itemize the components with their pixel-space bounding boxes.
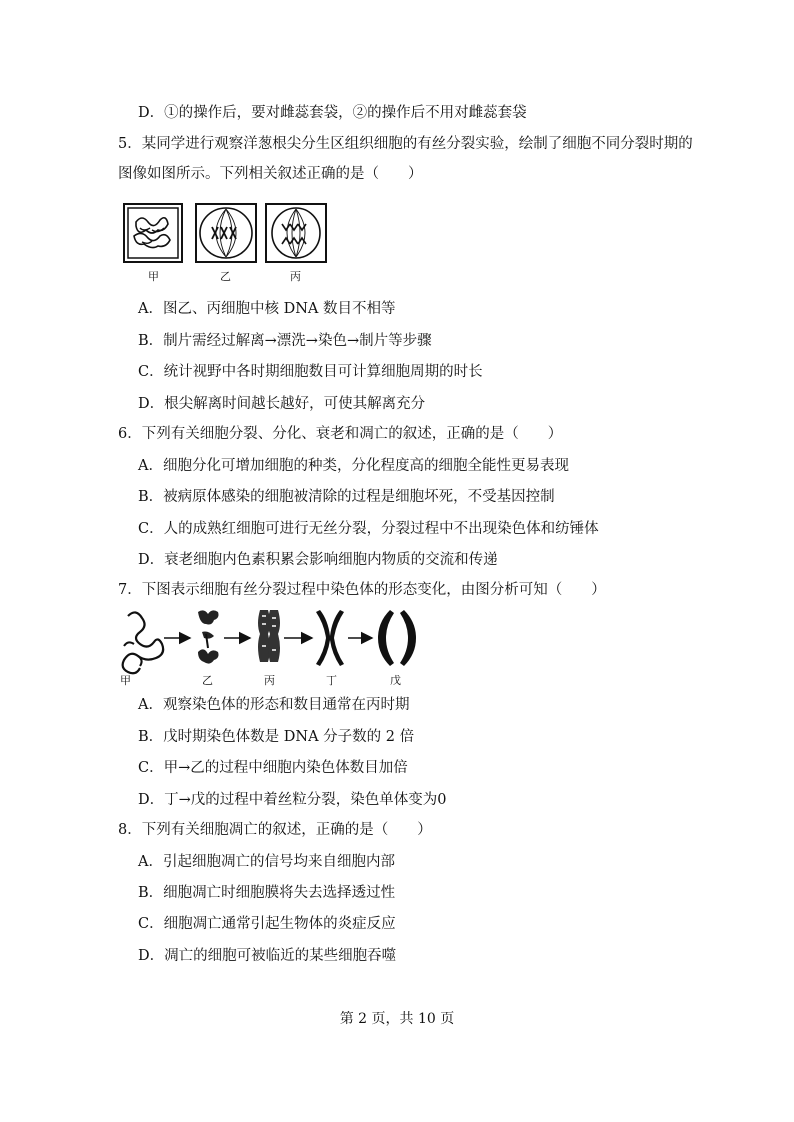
q8-option-a: A．引起细胞凋亡的信号均来自细胞内部 bbox=[138, 854, 395, 870]
q5-option-c: C．统计视野中各时期细胞数目可计算细胞周期的时长 bbox=[138, 364, 483, 380]
page-number-footer: 第 2 页，共 10 页 bbox=[339, 1011, 455, 1027]
q5-cell-figure bbox=[118, 200, 338, 290]
q4-option-d: D．①的操作后，要对雌蕊套袋，②的操作后不用对雌蕊套袋 bbox=[138, 105, 527, 121]
q7-option-c: C．甲→乙的过程中细胞内染色体数目加倍 bbox=[138, 760, 408, 776]
q5-option-a: A．图乙、丙细胞中核 DNA 数目不相等 bbox=[138, 301, 396, 317]
q6-option-d: D．衰老细胞内色素积累会影响细胞内物质的交流和传递 bbox=[138, 552, 498, 568]
chromosome-ding-image bbox=[316, 610, 344, 666]
q7-stem: 7．下图表示细胞有丝分裂过程中染色体的形态变化，由图分析可知（ ） bbox=[118, 582, 606, 598]
q5-option-b: B．制片需经过解离→漂洗→染色→制片等步骤 bbox=[138, 333, 432, 349]
q8-option-b: B．细胞凋亡时细胞膜将失去选择透过性 bbox=[138, 885, 396, 901]
q6-stem: 6．下列有关细胞分裂、分化、衰老和凋亡的叙述，正确的是（ ） bbox=[118, 426, 563, 442]
cell-yi-image bbox=[196, 204, 256, 262]
chromosome-label-jia: 甲 bbox=[120, 674, 131, 687]
q6-option-a: A．细胞分化可增加细胞的种类，分化程度高的细胞全能性更易表现 bbox=[138, 458, 569, 474]
q7-option-b: B．戊时期染色体数是 DNA 分子数的 2 倍 bbox=[138, 729, 415, 745]
q7-option-a: A．观察染色体的形态和数目通常在丙时期 bbox=[138, 697, 410, 713]
q7-chromosome-figure bbox=[118, 606, 438, 688]
q8-option-c: C．细胞凋亡通常引起生物体的炎症反应 bbox=[138, 916, 396, 932]
cell-bing-image bbox=[266, 204, 326, 262]
cell-label-yi: 乙 bbox=[220, 270, 231, 283]
chromosome-yi-image bbox=[198, 610, 219, 663]
q5-stem-line2: 图像如图所示。下列相关叙述正确的是（ ） bbox=[118, 166, 423, 182]
q6-option-c: C．人的成熟红细胞可进行无丝分裂，分裂过程中不出现染色体和纺锤体 bbox=[138, 521, 599, 537]
q5-option-d: D．根尖解离时间越长越好，可使其解离充分 bbox=[138, 396, 426, 412]
chromosome-wu-image bbox=[378, 610, 416, 666]
chromosome-label-wu: 戊 bbox=[390, 674, 401, 687]
chromosome-bing-image bbox=[258, 610, 280, 662]
q8-stem: 8．下列有关细胞凋亡的叙述，正确的是（ ） bbox=[118, 822, 432, 838]
cell-label-bing: 丙 bbox=[290, 270, 301, 283]
chromosome-label-yi: 乙 bbox=[202, 674, 213, 687]
q7-option-d: D．丁→戊的过程中着丝粒分裂，染色单体变为0 bbox=[138, 792, 447, 808]
cell-label-jia: 甲 bbox=[148, 270, 159, 283]
cell-jia-image bbox=[124, 204, 182, 262]
q6-option-b: B．被病原体感染的细胞被清除的过程是细胞坏死，不受基因控制 bbox=[138, 489, 555, 505]
chromosome-label-bing: 丙 bbox=[264, 674, 275, 687]
q5-stem-line1: 5．某同学进行观察洋葱根尖分生区组织细胞的有丝分裂实验，绘制了细胞不同分裂时期的 bbox=[118, 136, 693, 152]
chromosome-jia-image bbox=[123, 612, 163, 673]
chromosome-label-ding: 丁 bbox=[326, 674, 337, 687]
q8-option-d: D．凋亡的细胞可被临近的某些细胞吞噬 bbox=[138, 948, 397, 964]
